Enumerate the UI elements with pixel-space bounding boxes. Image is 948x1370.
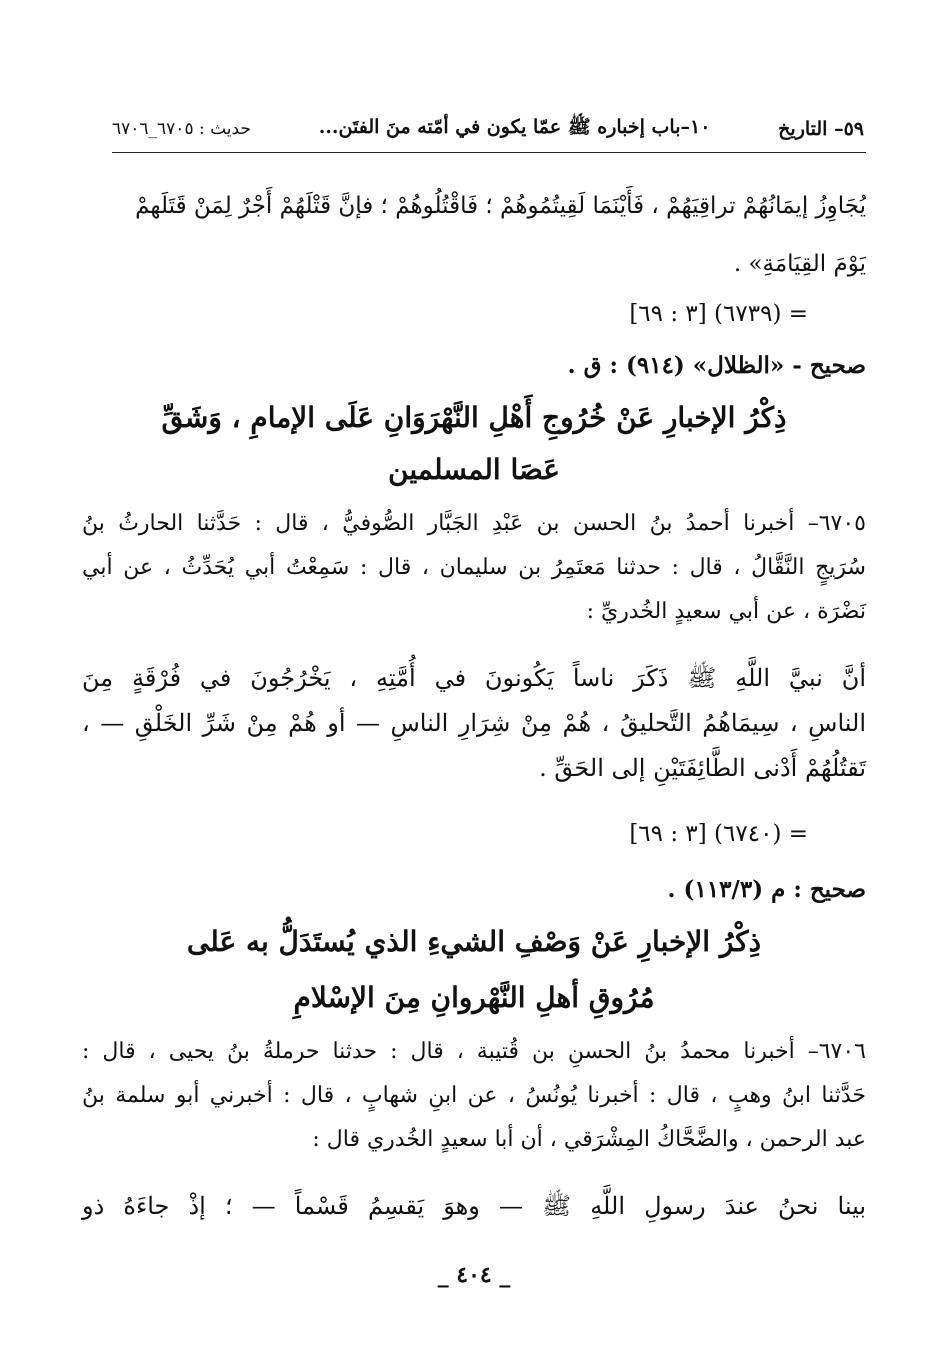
matn-line: بينا نحنُ عندَ رسولِ اللَّهِ ﷺ — وهوَ يَقسِمُ قَسْماً — ؛ إذْ جاءَهُ ذو [82,1192,867,1220]
cross-reference: = (٦٧٣٩) [٣ : ٦٩] [629,301,808,327]
hadith-range: حديث : ٦٧٠٥_٦٧٠٦ [112,119,251,139]
isnad-paragraph-6706 [82,1030,866,1162]
isnad-line: ٦٧٠٦– أخبرنا محمدُ بنُ الحسنِ بن قُتيبة ، قال : حدثنا حرملةُ بنُ يحيى ، قال : [82,1039,866,1064]
isnad-line: سُرَيجٍ النَّقَّالُ ، قال : حدثنا مَعتَمِرُ بن سليمان ، قال : سَمِعْتُ أبي يُحَدِّثُ ، عن أبي [82,555,866,580]
section-heading-1-line-1: ذِكْرُ الإخبارِ عَنْ خُرُوجِ أَهْلِ النَّهْرَوَانِ عَلَى الإمامِ ، وَشَقِّ [161,401,787,434]
header-rule [112,152,866,153]
continuation-line-1: يُجَاوِزُ إيمَانُهُمْ تراقِيَهُمْ ، فَأَيْنَمَا لَقِيتُمُوهُمْ ؛ فَاقْتُلُوهُمْ ؛ فإنَّ قَتْلَهُمْ أَجْرٌ لِمَنْ قَتَلَهمْ [135,193,866,219]
grading-note: صحيح - «الظلال» (٩١٤) : ق . [567,352,866,379]
book-title: ٥٩– التاريخ [778,118,864,140]
section-heading-2-line-2: مُرُوقِ أهلِ النَّهْروانِ مِنَ الإسْلامِ [293,981,655,1014]
section-heading-1-line-2: عَصَا المسلمين [388,453,560,486]
section-heading-2-line-1: ذِكْرُ الإخبارِ عَنْ وَصْفِ الشيءِ الذي يُستَدَلُّ به عَلى [186,925,762,958]
matn-line: تَقتُلُهُمْ أَدْنى الطَّائِفَتَيْنِ إلى الحَقِّ . [539,754,866,782]
matn-paragraph-6705 [82,656,866,791]
isnad-line: ٦٧٠٥– أخبرنا أحمدُ بنُ الحسن بن عَبْدِ الجَبَّار الصُّوفيُّ ، قال : حَدَّثنا الحارثُ بنُ [82,511,866,536]
matn-line: أنَّ نبيَّ اللَّهِ ﷺ ذَكَرَ ناساً يَكُونونَ في أُمَّتِهِ ، يَخْرُجُونَ في فُرْقَةٍ مِنَ [82,664,866,692]
chapter-title: ١٠–باب إخباره ﷺ عمّا يكون في أمّته منَ الفتَن... [318,116,711,138]
cross-reference: = (٦٧٤٠) [٣ : ٦٩] [629,821,808,847]
running-header [112,112,864,146]
isnad-line: عبد الرحمن ، والضَّحَّاكُ المِشْرَقي ، أن أبا سعيدٍ الخُدري قال : [312,1127,866,1152]
matn-paragraph-6706 [82,1184,866,1229]
grading-note: صحيح : م (١١٣/٣) . [667,876,866,903]
isnad-paragraph-6705 [82,502,866,634]
isnad-line: حَدَّثنا ابنُ وهبٍ ، قال : أخبرنا يُونُسُ ، عن ابنِ شهابٍ ، قال : أخبرني أبو سلمة بنُ [82,1083,866,1108]
continuation-line-2: يَوْمَ القِيَامَةِ» . [733,251,866,277]
isnad-line: نَضْرَة ، عن أبي سعيدٍ الخُدريِّ : [586,599,866,624]
matn-line: الناسِ ، سِيمَاهُمُ التَّحليقُ ، هُمْ مِنْ شِرَارِ الناسِ — أو هُمْ مِنْ شَرِّ الخَلْقِ — ، [82,709,866,737]
page-number: _ ٤٠٤ _ [437,1262,511,1288]
